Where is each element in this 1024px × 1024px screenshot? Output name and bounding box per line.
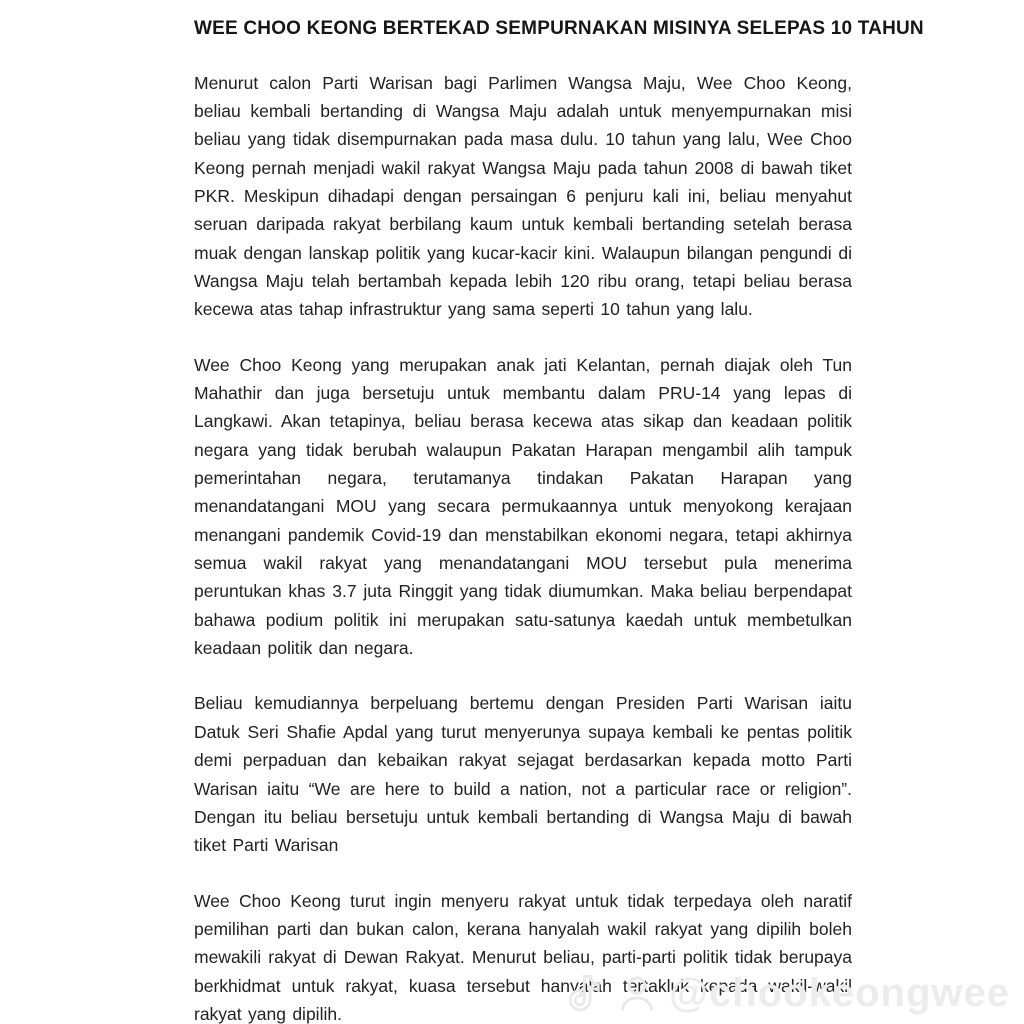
paragraph-4: Wee Choo Keong turut ingin menyeru rakyat untuk tidak terpedaya oleh naratif pemilihan parti dan bukan calon, kerana hanyalah wakil rakyat yang dipilih boleh mewakili rakyat di Dewan Rakyat. Menurut beliau, parti-parti politik tidak berupaya berkhidmat untuk rakyat, kuasa tersebut hanyalah tertakluk kepada wakil-wakil rakyat yang dipilih.	[194, 890, 852, 1024]
document-content	[194, 16, 924, 1024]
watermark	[563, 970, 1010, 1016]
paragraph-1: Menurut calon Parti Warisan bagi Parlimen Wangsa Maju, Wee Choo Keong, beliau kembali bertanding di Wangsa Maju adalah untuk menyempurnakan misi beliau yang tidak disempurnakan pada masa dulu. 10 tahun yang lalu, Wee Choo Keong pernah menjadi wakil rakyat Wangsa Maju pada tahun 2008 di bawah tiket PKR. Meskipun dihadapi dengan persaingan 6 penjuru kali ini, beliau menyahut seruan daripada rakyat berbilang kaum untuk kembali bertanding setelah berasa muak dengan lanskap politik yang kucar-kacir kini. Walaupun bilangan pengundi di Wangsa Maju telah bertambah kepada lebih 120 ribu orang, tetapi beliau berasa kecewa atas tahap infrastruktur yang sama seperti 10 tahun yang lalu.	[194, 72, 852, 320]
document-title: WEE CHOO KEONG BERTEKAD SEMPURNAKAN MISINYA SELEPAS 10 TAHUN	[194, 18, 924, 39]
paragraph-2: Wee Choo Keong yang merupakan anak jati Kelantan, pernah diajak oleh Tun Mahathir dan juga bersetuju untuk membantu dalam PRU-14 yang lepas di Langkawi. Akan tetapinya, beliau berasa kecewa atas sikap dan keadaan politik negara yang tidak berubah walaupun Pakatan Harapan mengambil alih tampuk pemerintahan negara, terutamanya tindakan Pakatan Harapan yang menandatangani MOU yang secara permukaannya untuk menyokong kerajaan menangani pandemik Covid-19 dan menstabilkan ekonomi negara, tetapi akhirnya semua wakil rakyat yang menandatangani MOU tersebut pula menerima peruntukan khas 3.7 juta Ringgit yang tidak diumumkan. Maka beliau berpendapat bahawa podium politik ini merupakan satu-satunya kaedah untuk membetulkan keadaan politik dan negara.	[194, 354, 852, 659]
watermark-handle: @chookeongwee	[669, 970, 1010, 1015]
paragraph-3: Beliau kemudiannya berpeluang bertemu dengan Presiden Parti Warisan iaitu Datuk Seri Shafie Apdal yang turut menyerunya supaya kembali ke pentas politik demi perpaduan dan kebaikan rakyat sejagat berdasarkan kepada motto Parti Warisan iaitu “We are here to build a nation, not a particular race or religion”. Dengan itu beliau bersetuju untuk kembali bertanding di Wangsa Maju di bawah tiket Parti Warisan	[194, 693, 852, 856]
tiktok-icon	[563, 970, 605, 1016]
person-icon	[615, 971, 659, 1015]
